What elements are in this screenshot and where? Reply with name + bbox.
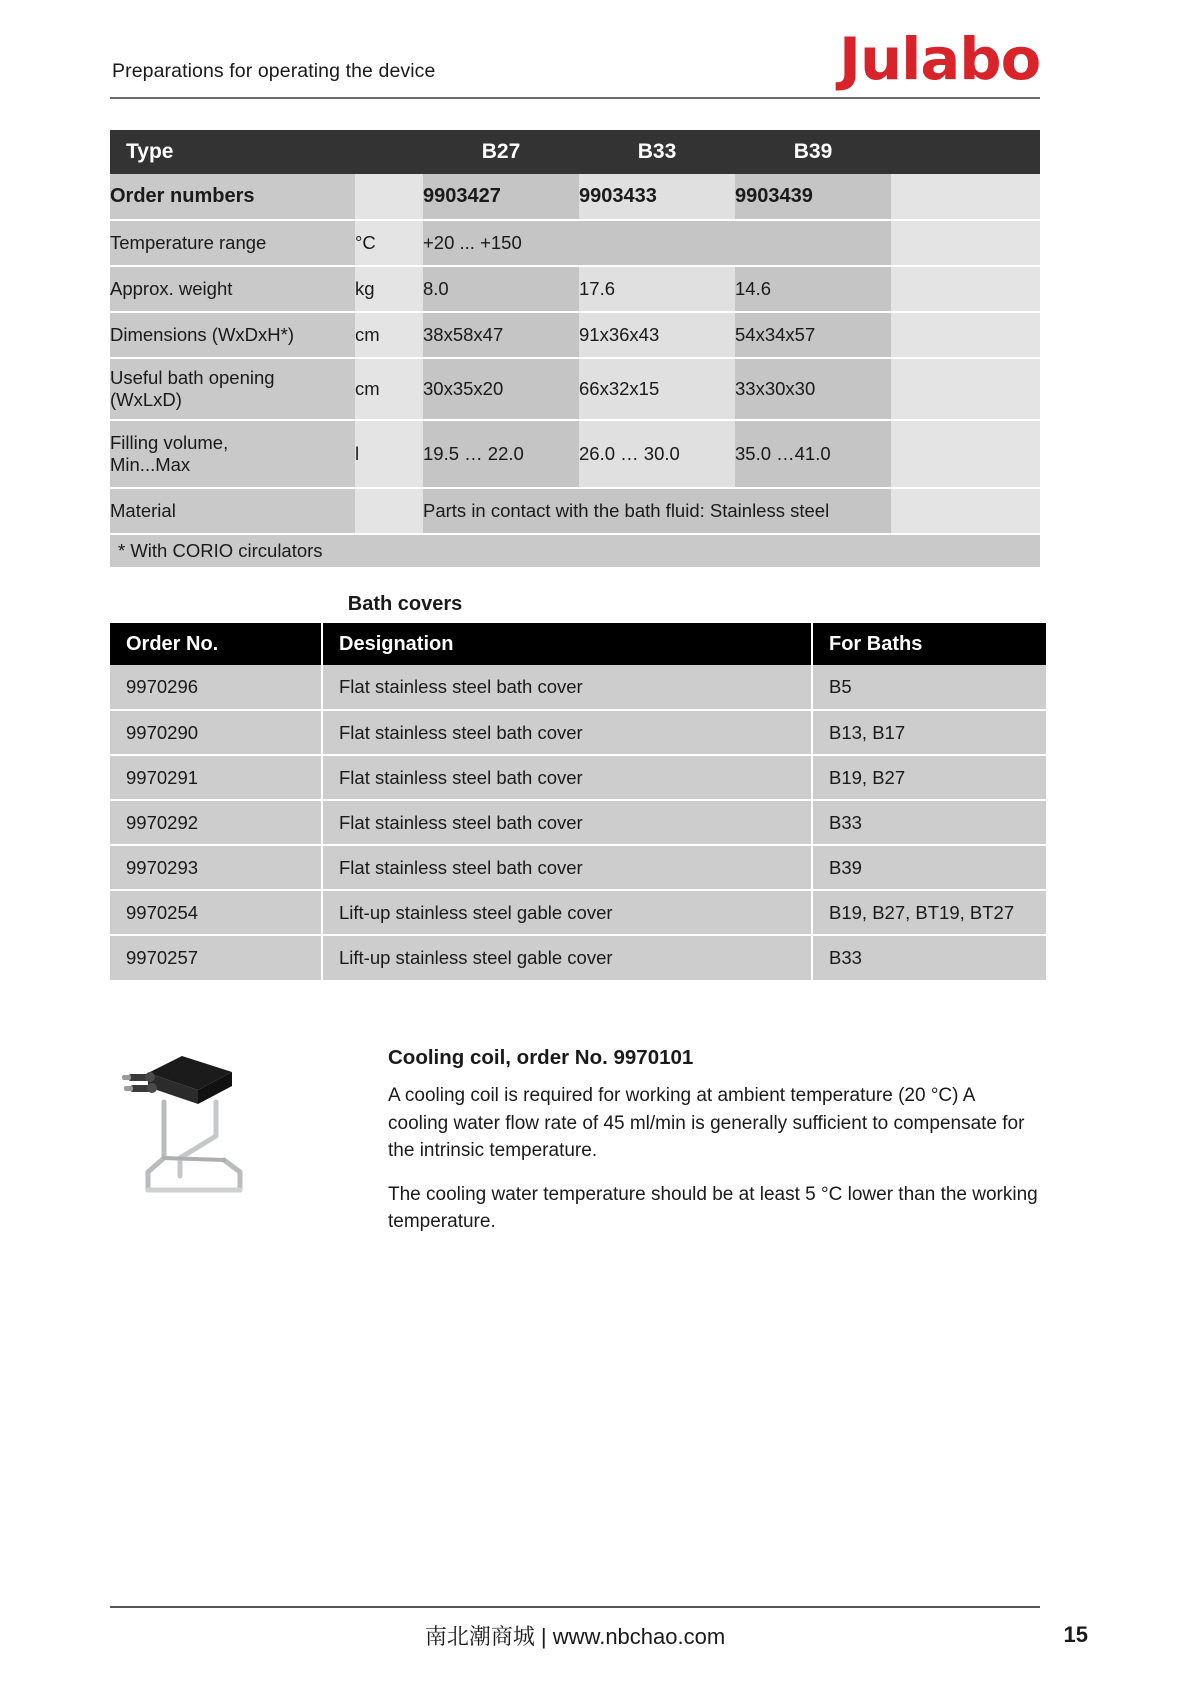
spec-label-order-numbers: Order numbers: [110, 174, 355, 220]
bath-order-no: 9970292: [110, 800, 322, 845]
spec-unit-approx-weight: kg: [355, 266, 423, 312]
spec-header-unit: [355, 130, 423, 174]
spec-value-b39-dimensions: 54x34x57: [735, 312, 891, 358]
header-divider: [110, 97, 1040, 99]
bath-covers-title: Bath covers: [347, 593, 463, 615]
table-row: [110, 220, 1040, 266]
bath-covers-table: [110, 623, 1046, 980]
specifications-table: [110, 130, 1040, 569]
bath-designation: Flat stainless steel bath cover: [322, 800, 812, 845]
spec-value-blank-opening: [891, 358, 1040, 420]
spec-unit-temperature-range: °C: [355, 220, 423, 266]
table-row: [110, 420, 1040, 488]
cooling-coil-image: [120, 1040, 350, 1220]
section-title: Preparations for operating the device: [112, 60, 436, 82]
table-row: [110, 845, 1046, 890]
bath-for-baths: B39: [812, 845, 1046, 890]
spec-value-material: Parts in contact with the bath fluid: Stainless steel: [423, 488, 891, 534]
footer-divider: [110, 1606, 1040, 1608]
spec-header-row: [110, 130, 1040, 174]
cooling-coil-paragraph-1: A cooling coil is required for working at ambient temperature (20 °C) A cooling water flow rate of 45 ml/min is generally sufficient to compensate for the intrinsic temperature.: [388, 1085, 1025, 1161]
bath-for-baths: B13, B17: [812, 710, 1046, 755]
footer-site-text: 南北潮商城 | www.nbchao.com: [424, 1624, 726, 1649]
bath-order-no: 9970290: [110, 710, 322, 755]
spec-value-temperature-range: +20 ... +150: [423, 220, 891, 266]
spec-value-b39-order: 9903439: [735, 174, 891, 220]
cooling-coil-heading: Cooling coil, order No. 9970101: [388, 1046, 694, 1069]
spec-label-line1: Filling volume,: [110, 432, 229, 453]
page-header: [110, 25, 1040, 98]
spec-value-b27-opening: 30x35x20: [423, 358, 579, 420]
bath-designation: Flat stainless steel bath cover: [322, 710, 812, 755]
spec-label-line1: Useful bath opening: [110, 367, 275, 388]
spec-value-b33-weight: 17.6: [579, 266, 735, 312]
spec-footnote: * With CORIO circulators: [110, 534, 1040, 568]
table-row: [110, 266, 1040, 312]
bath-designation: Lift-up stainless steel gable cover: [322, 935, 812, 980]
spec-unit-order-numbers: [355, 174, 423, 220]
spec-label-useful-bath-opening: [110, 358, 355, 420]
table-row: [110, 488, 1040, 534]
spec-value-b33-dimensions: 91x36x43: [579, 312, 735, 358]
bath-order-no: 9970291: [110, 755, 322, 800]
spec-value-b27-dimensions: 38x58x47: [423, 312, 579, 358]
bath-header-designation: Designation: [322, 623, 812, 665]
spec-value-b33-filling: 26.0 … 30.0: [579, 420, 735, 488]
spec-label-material: Material: [110, 488, 355, 534]
table-row: [110, 755, 1046, 800]
table-row: [110, 935, 1046, 980]
table-row: [110, 665, 1046, 710]
spec-label-temperature-range: Temperature range: [110, 220, 355, 266]
spec-value-b39-opening: 33x30x30: [735, 358, 891, 420]
table-row: [110, 710, 1046, 755]
spec-label-line2: (WxLxD): [110, 389, 182, 410]
spec-unit-dimensions: cm: [355, 312, 423, 358]
spec-value-blank-order: [891, 174, 1040, 220]
bath-designation: Flat stainless steel bath cover: [322, 755, 812, 800]
table-row: [110, 890, 1046, 935]
spec-unit-filling-volume: l: [355, 420, 423, 488]
cooling-coil-paragraph-2: The cooling water temperature should be at least 5 °C lower than the working temperature.: [388, 1183, 1038, 1232]
spec-label-line2: Min...Max: [110, 454, 191, 475]
bath-designation: Lift-up stainless steel gable cover: [322, 890, 812, 935]
cooling-coil-section: [388, 1046, 1038, 1236]
spec-value-blank-weight: [891, 266, 1040, 312]
spec-value-b33-opening: 66x32x15: [579, 358, 735, 420]
spec-value-blank-temp: [891, 220, 1040, 266]
spec-header-b33: B33: [579, 130, 735, 174]
spec-unit-useful-bath-opening: cm: [355, 358, 423, 420]
bath-for-baths: B33: [812, 935, 1046, 980]
spec-value-b33-order: 9903433: [579, 174, 735, 220]
spec-value-b27-filling: 19.5 … 22.0: [423, 420, 579, 488]
spec-header-type: Type: [110, 130, 355, 174]
table-row: [110, 358, 1040, 420]
spec-label-filling-volume: [110, 420, 355, 488]
page-number: 15: [1063, 1622, 1088, 1647]
julabo-logo: Julabo: [838, 25, 1040, 93]
bath-header-order-no: Order No.: [110, 623, 322, 665]
spec-label-approx-weight: Approx. weight: [110, 266, 355, 312]
table-row: [110, 534, 1040, 568]
spec-value-b27-weight: 8.0: [423, 266, 579, 312]
spec-value-blank-material: [891, 488, 1040, 534]
bath-for-baths: B19, B27, BT19, BT27: [812, 890, 1046, 935]
bath-covers-header-row: [110, 623, 1046, 665]
bath-order-no: 9970293: [110, 845, 322, 890]
bath-header-for-baths: For Baths: [812, 623, 1046, 665]
bath-order-no: 9970296: [110, 665, 322, 710]
spec-header-blank: [891, 130, 1040, 174]
spec-value-b27-order: 9903427: [423, 174, 579, 220]
bath-designation: Flat stainless steel bath cover: [322, 845, 812, 890]
spec-unit-material: [355, 488, 423, 534]
bath-for-baths: B19, B27: [812, 755, 1046, 800]
spec-value-blank-dimensions: [891, 312, 1040, 358]
bath-designation: Flat stainless steel bath cover: [322, 665, 812, 710]
spec-value-blank-filling: [891, 420, 1040, 488]
spec-header-b39: B39: [735, 130, 891, 174]
spec-header-b27: B27: [423, 130, 579, 174]
spec-value-b39-filling: 35.0 …41.0: [735, 420, 891, 488]
bath-for-baths: B5: [812, 665, 1046, 710]
bath-for-baths: B33: [812, 800, 1046, 845]
table-row: [110, 174, 1040, 220]
spec-value-b39-weight: 14.6: [735, 266, 891, 312]
spec-label-dimensions: Dimensions (WxDxH*): [110, 312, 355, 358]
bath-order-no: 9970254: [110, 890, 322, 935]
bath-order-no: 9970257: [110, 935, 322, 980]
table-row: [110, 312, 1040, 358]
table-row: [110, 800, 1046, 845]
